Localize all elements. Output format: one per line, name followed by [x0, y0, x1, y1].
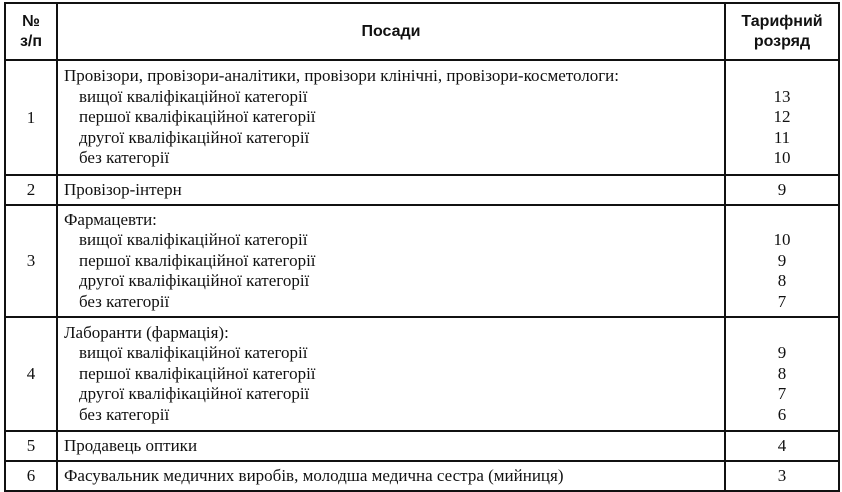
position-subcategory: вищої кваліфікаційної категорії: [79, 86, 308, 106]
table-row: [5, 431, 839, 461]
grade-value: 12: [773, 107, 791, 127]
position-title: Продавець оптики: [57, 431, 725, 461]
position-subcategory: без категорії: [79, 148, 170, 168]
position-cell: [57, 317, 725, 431]
position-subcategory: другої кваліфікаційної категорії: [79, 271, 310, 291]
grade-value: 7: [777, 384, 787, 404]
table-row: [5, 317, 839, 431]
table-row: [5, 60, 839, 175]
position-subcategory: без категорії: [79, 291, 170, 311]
position-title: Провізори, провізори-аналітики, провізори клінічні, провізори-косметологи:: [64, 66, 620, 86]
grade-cell: [725, 205, 839, 317]
row-number: 5: [5, 431, 57, 461]
grade-value: 8: [777, 363, 787, 383]
header-position: Посади: [57, 3, 725, 60]
table-row: [5, 205, 839, 317]
position-subcategory: другої кваліфікаційної категорії: [79, 384, 310, 404]
grade-value: 11: [773, 127, 791, 147]
tariff-table-page: [4, 2, 838, 486]
position-subcategory: вищої кваліфікаційної категорії: [79, 343, 308, 363]
table-row: [5, 175, 839, 205]
grade-value: 7: [777, 291, 787, 311]
grade-value: 3: [725, 461, 839, 491]
grade-value: 6: [777, 404, 787, 424]
grade-value: 8: [777, 271, 787, 291]
position-cell: [57, 205, 725, 317]
grade-value: 13: [773, 86, 791, 106]
row-number: 2: [5, 175, 57, 205]
grade-value: 10: [773, 148, 791, 168]
row-number: 1: [5, 60, 57, 175]
row-number: 3: [5, 205, 57, 317]
position-subcategory: другої кваліфікаційної категорії: [79, 127, 310, 147]
position-title: Фармацевти:: [64, 209, 157, 229]
grade-value: 9: [777, 250, 787, 270]
position-subcategory: без категорії: [79, 404, 170, 424]
grade-value: 4: [725, 431, 839, 461]
header-tariff-grade: Тарифний розряд: [725, 3, 839, 60]
tariff-table: [4, 2, 840, 492]
header-number: № з/п: [5, 3, 57, 60]
position-subcategory: першої кваліфікаційної категорії: [79, 250, 316, 270]
position-cell: [57, 60, 725, 175]
position-subcategory: першої кваліфікаційної категорії: [79, 107, 316, 127]
grade-value: 9: [725, 175, 839, 205]
position-title: Фасувальник медичних виробів, молодша медична сестра (мийниця): [57, 461, 725, 491]
grade-cell: [725, 317, 839, 431]
grade-value: 10: [773, 230, 791, 250]
table-header-row: [5, 3, 839, 60]
position-title: Провізор-інтерн: [57, 175, 725, 205]
position-title: Лаборанти (фармація):: [64, 322, 229, 342]
position-subcategory: першої кваліфікаційної категорії: [79, 363, 316, 383]
grade-cell: [725, 60, 839, 175]
table-row: [5, 461, 839, 491]
row-number: 6: [5, 461, 57, 491]
row-number: 4: [5, 317, 57, 431]
grade-value: 9: [777, 343, 787, 363]
position-subcategory: вищої кваліфікаційної категорії: [79, 230, 308, 250]
